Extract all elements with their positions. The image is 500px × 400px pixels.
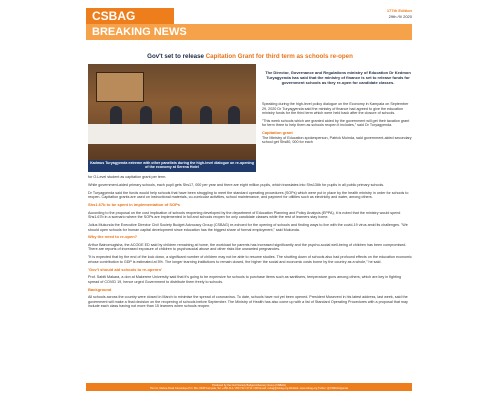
footer-line2: Plot 11, Mabua Road Kamwokya P.O. Box 3338 Kampala, Tel: +256 414 / 250 722 / 0711 / 000 Email: csbag@csbag.org Website: www.csbag.org Twitter: @CSBAGUganda <box>150 386 348 390</box>
subheading-capitation: Capitation grant <box>262 129 293 135</box>
photo-caption: Kadmus Turyagyenda extreme with other panelists during the high-level dialogue on re-opening of the economy at Serena Hotel <box>88 160 256 172</box>
right-column <box>262 102 412 148</box>
body-paragraph: for O-Level student as capitation grant per term. <box>88 175 167 179</box>
photo-table <box>88 124 256 144</box>
headline-accent: Capitation Grant for third term as schools re-open <box>205 53 353 60</box>
article-lead: The Director, Governance and Regulations ministry of Education Dr Kedmon Turyagyenda has said that the ministry of finance is set to release funds for government schools as they re-open for candidate classes. <box>265 70 411 85</box>
article-body <box>88 175 412 312</box>
page-footer <box>86 383 412 391</box>
subheading-sops: Shs1.67b to be spent in implementation of SOPs <box>88 201 181 207</box>
right-paragraph: The Ministry of Education spokesperson, Patrick Muinda, said government-aided secondary school get Shs80, 000 for each <box>262 135 412 145</box>
footer-line1: Produced by the Civil Society Budget Advocacy Group (CSBAG) <box>212 383 286 387</box>
body-paragraph: "It is expected that by the end of the lock down, a significant number of children may not be able to resume studies. The shutting down of schools also had profound effects on the education economic whose contribution to GDP is estimated at 5%. The longer learning institutions to remain closed, the higher the social and economic costs borne by the country as a whole," he said. <box>88 255 412 264</box>
breaking-news-label: BREAKING NEWS <box>92 26 187 38</box>
body-paragraph: All schools across the country were closed in March to minimise the spread of coronavirus. To date, schools have not yet been opened. President Museveni in his latest address, last week, said the government will make a final decision on the reopening of schools before September. The Ministry of Health has also come up with a list of Standard Operating Procedures with a proposal that may include each class having not more than 15 learners when schools reopen. <box>88 295 408 309</box>
article-photo <box>88 64 256 160</box>
edition-info <box>360 8 412 20</box>
subheading-why-reopen: Why the need to re-open? <box>88 234 138 240</box>
right-paragraph: "This week schools which are granted aided by the government will get their taxation grant for term three to help them as schools reopen it includes," said Dr Turyagyenda. <box>262 118 410 128</box>
body-paragraph: Arthur Bainomugisha, the ACODE ED said by children remaining at home, the workload for parents has increased significantly and the psycho-social well-being of children has been compromised. There are reports of increased exposure of children to psychosocial abuse and other risks like unwanted pregnancies. <box>88 242 407 252</box>
headline-main: Gov't set to release <box>147 53 206 60</box>
article-headline <box>86 53 414 60</box>
subheading-background: Background <box>88 286 112 292</box>
photo-screen <box>96 72 144 102</box>
body-paragraph: Julius Mukunda the Executive Director Civil Society Budget Advocacy Group (CSBAG) re-echoed for the opening of schools and finding ways to live with the covid-19 virus amid its challenges. "We should open schools for human capital development since education has the biggest share of formal employment," said Mukunda. <box>88 222 408 232</box>
body-paragraph: Prof. Sabiti Makara, a don at Makerere University said that it's going to be expensive for schools to purchase items such as sanitisers, temperature guns among others, which are key in fighting spread of COVID 19, hence urged Government to distribute them freely to schools. <box>88 275 402 284</box>
breaking-news-band <box>86 24 412 40</box>
body-paragraph: While government-aided primary schools, each pupil gets Shs17, 000 per year and there are eight million pupils, which translates into Shs136b for pupils in all public primary schools. <box>88 182 385 187</box>
subheading-aid-schools: 'Gov't should aid schools to re-openrn' <box>88 266 162 272</box>
edition-number: 177th Edition <box>386 8 412 13</box>
body-paragraph: According to the proposal on the cost implication of schools reopening developed by the department of Education Planning and Policy Analysis (EPPA), it is noted that the ministry would spend Shs1.67b in a scenario where the SOPs are implemented in full and schools reopen for only candidate classes while the rest of learners stay home. <box>88 210 401 220</box>
brand-name: CSBAG <box>92 9 136 23</box>
edition-date: 29th /9/ 2020 <box>388 14 412 19</box>
brand-logo <box>86 8 174 24</box>
right-paragraph: Speaking during the high-level policy dialogue on the Economy in Kampala on September 29, 2020 Dr Turyagyenda said the ministry of finance had agreed to give the education ministry funds for the third term which were held back after the closure of schools. <box>262 102 409 116</box>
body-paragraph: Dr Turyagyenda said the funds would help schools that have been struggling to meet the standard operating procedures (SOPs) which were put in place by the health ministry in order for schools to reopen. Capitation grants are used on instructional materials, co-curricular activities, school maintenance, and payment for utilities such as electricity and water, among others. <box>88 190 409 200</box>
